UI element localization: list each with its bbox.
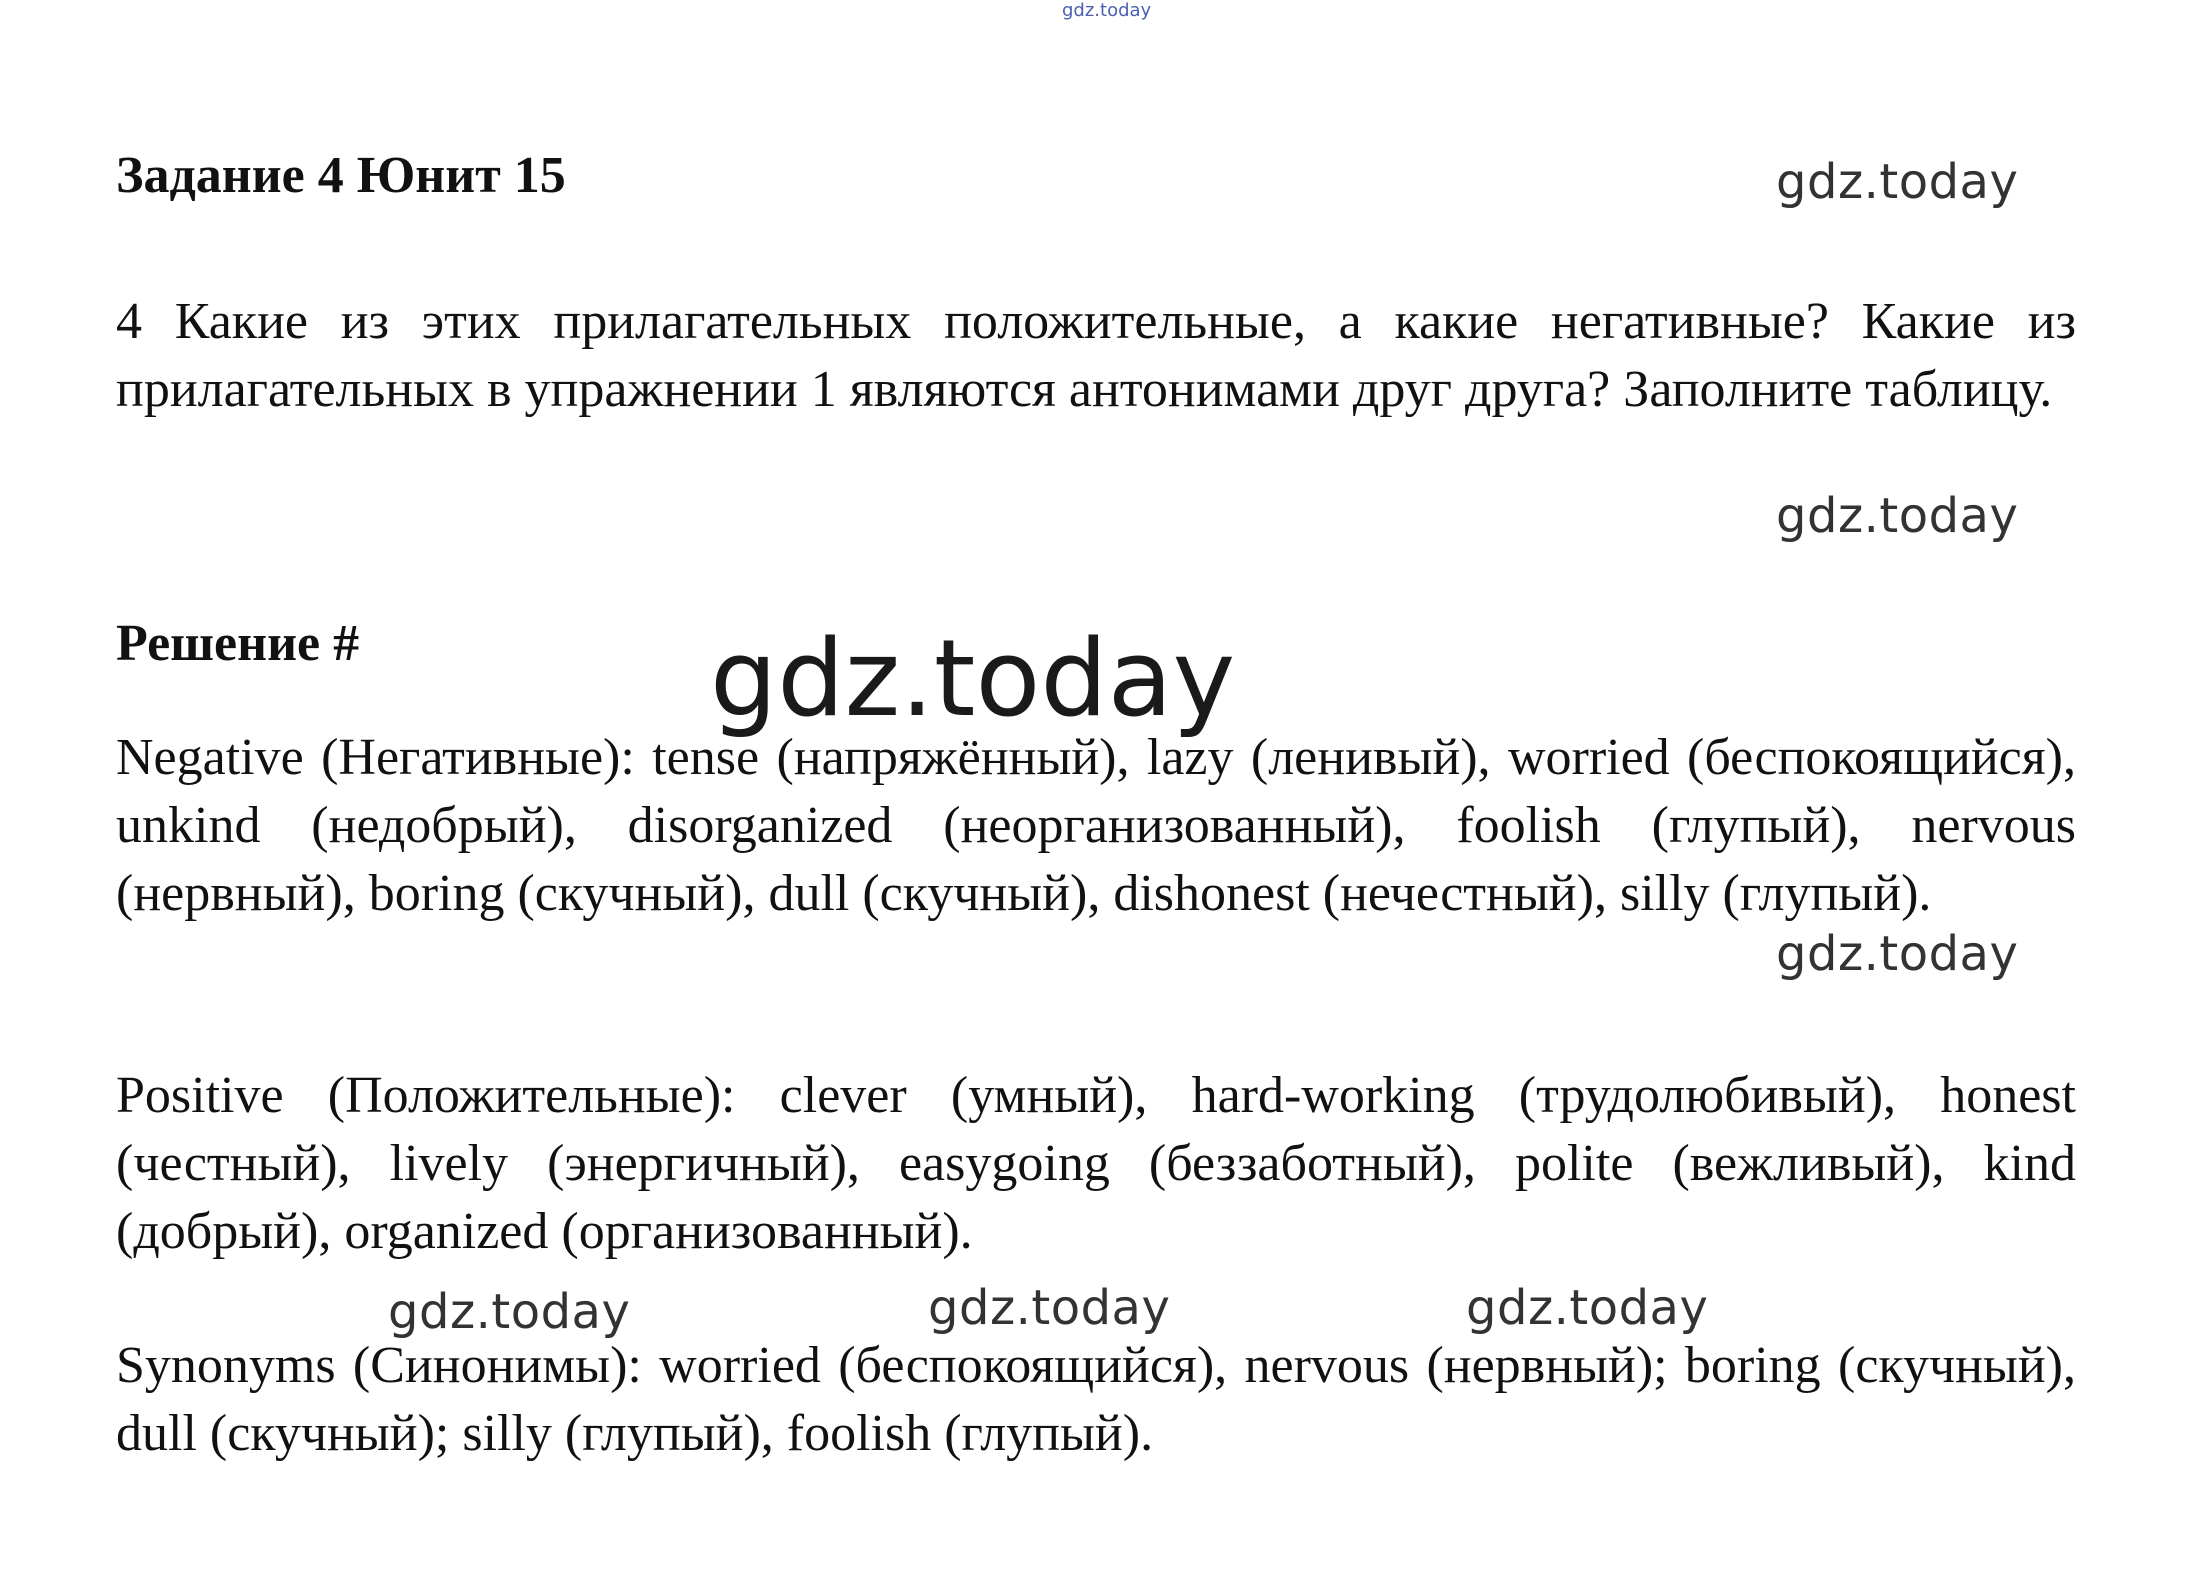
- watermark-right-1: gdz.today: [1776, 154, 2019, 210]
- negative-adjectives: Negative (Негативные): tense (напряжённый), lazy (ленивый), worried (беспокоящийся), unkind (недобрый), disorganized (неорганизованный), foolish (глупый), nervous (нервный), boring (скучный), dull (скучный), dishonest (нечестный), silly (глупый).: [116, 729, 2076, 922]
- solution-title: Решение #: [116, 615, 360, 672]
- synonyms: Synonyms (Синонимы): worried (беспокоящийся), nervous (нервный); boring (скучный), dull (скучный); silly (глупый), foolish (глупый).: [116, 1337, 2077, 1462]
- watermark-center-large: gdz.today: [710, 617, 1236, 740]
- task-question: 4 Какие из этих прилагательных положительные, а какие негативные? Какие из прилагательных в упражнении 1 являются антонимами друг друга? Заполните таблицу.: [116, 293, 2076, 418]
- positive-adjectives: Positive (Положительные): clever (умный), hard-working (трудолюбивый), honest (честный), lively (энергичный), easygoing (беззаботный), polite (вежливый), kind (добрый), organized (организованный).: [116, 1067, 2076, 1260]
- watermark-right-2: gdz.today: [1776, 488, 2019, 544]
- watermark-right-3: gdz.today: [1776, 926, 2019, 982]
- watermark-top: gdz.today: [1062, 0, 1152, 21]
- watermark-bottom-2: gdz.today: [928, 1280, 1171, 1336]
- task-title: Задание 4 Юнит 15: [116, 147, 566, 204]
- watermark-bottom-1: gdz.today: [388, 1284, 631, 1340]
- watermark-bottom-3: gdz.today: [1466, 1280, 1709, 1336]
